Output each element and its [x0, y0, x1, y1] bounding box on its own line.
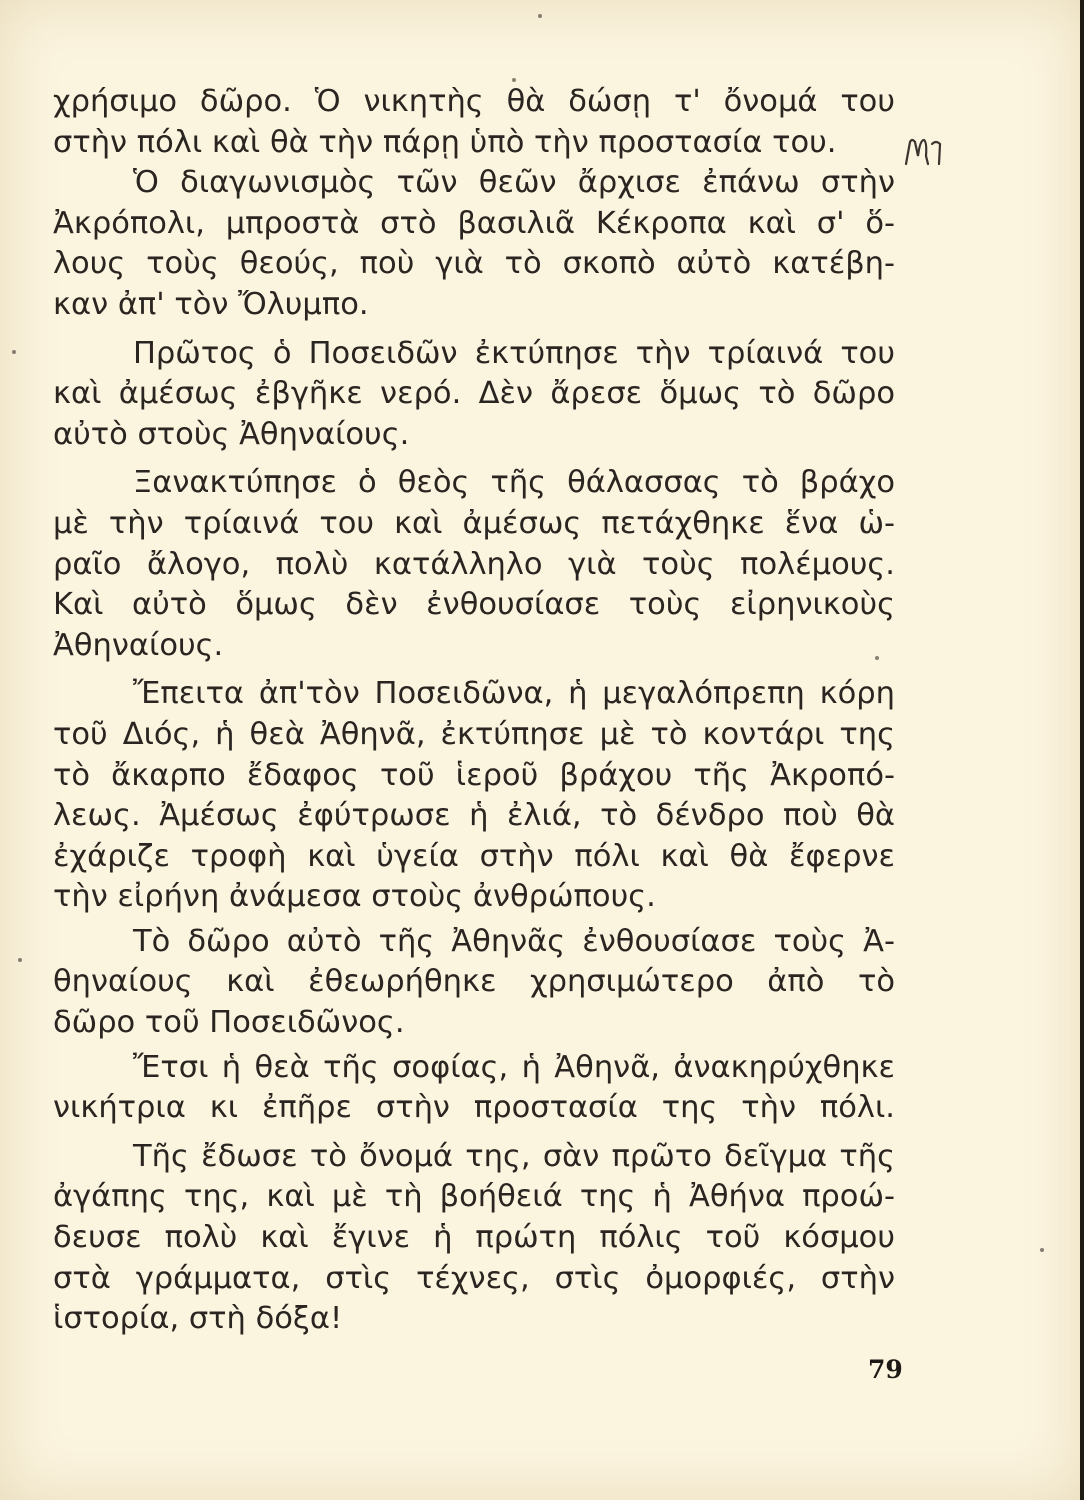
paragraph-gap — [53, 326, 895, 334]
paragraph — [53, 674, 895, 918]
paragraph — [53, 334, 895, 456]
paragraph-gap — [53, 666, 895, 674]
text-line: Ἔτσι ἡ θεὰ τῆς σοφίας, ἡ Ἀθηνᾶ, ἀνακηρύχθηκε — [133, 1049, 895, 1085]
text-line: στὰ γράμματα, στὶς τέχνες, στὶς ὀμορφιές, στὴν — [53, 1260, 895, 1296]
text-line: Ἔπειτα ἀπ'τὸν Ποσειδῶνα, ἡ μεγαλόπρεπη κόρη — [133, 676, 895, 712]
text-line: Ξανακτύπησε ὁ θεὸς τῆς θάλασσας τὸ βράχο — [133, 465, 895, 501]
text-line: τὴν εἰρήνη ἀνάμεσα στοὺς ἀνθρώπους. — [53, 879, 656, 915]
text-line: νικήτρια κι ἐπῆρε στὴν προστασία της τὴν πόλι. — [53, 1090, 895, 1126]
text-line: στὴν πόλι καὶ θὰ τὴν πάρῃ ὑπὸ τὴν προστασία του. — [53, 124, 837, 160]
text-line: Πρῶτος ὁ Ποσειδῶν ἐκτύπησε τὴν τρίαινά του — [133, 335, 895, 371]
paragraph-gap — [53, 455, 895, 463]
print-speck — [538, 14, 542, 18]
paragraph — [53, 163, 895, 325]
print-speck — [1040, 1248, 1044, 1252]
paragraph — [53, 922, 895, 1044]
text-line: Ἀθηναίους. — [53, 627, 224, 663]
page-edge — [1080, 0, 1084, 1500]
text-line: ἐχάριζε τροφὴ καὶ ὑγεία στὴν πόλι καὶ θὰ ἔφερνε — [53, 838, 895, 874]
handwritten-margin-note — [902, 130, 950, 170]
text-line: δευσε πολὺ καὶ ἔγινε ἡ πρώτη πόλις τοῦ κόσμου — [53, 1220, 895, 1256]
print-speck — [875, 656, 879, 660]
text-line: καὶ ἀμέσως ἐβγῆκε νερό. Δὲν ἄρεσε ὅμως τὸ δῶρο — [53, 376, 895, 412]
text-line: Καὶ αὐτὸ ὅμως δὲν ἐνθουσίασε τοὺς εἰρηνικοὺς — [53, 587, 895, 623]
text-line: χρήσιμο δῶρο. Ὁ νικητὴς θὰ δώσῃ τ' ὄνομά του — [53, 84, 895, 119]
page-number: 79 — [868, 1355, 903, 1384]
print-speck — [18, 958, 22, 962]
text-line: αὐτὸ στοὺς Ἀθηναίους. — [53, 416, 410, 452]
print-speck — [12, 350, 16, 354]
text-line: Ὁ διαγωνισμὸς τῶν θεῶν ἄρχισε ἐπάνω στὴν — [133, 165, 895, 201]
text-line: δῶρο τοῦ Ποσειδῶνος. — [53, 1005, 405, 1041]
text-line: καν ἀπ' τὸν Ὄλυμπο. — [53, 286, 369, 322]
text-line: τοῦ Διός, ἡ θεὰ Ἀθηνᾶ, ἐκτύπησε μὲ τὸ κοντάρι της — [53, 716, 895, 752]
text-line: Ἀκρόπολι, μπροστὰ στὸ βασιλιᾶ Κέκροπα καὶ σ' ὅ- — [53, 205, 895, 241]
text-line: θηναίους καὶ ἐθεωρήθηκε χρησιμώτερο ἀπὸ τὸ — [53, 964, 895, 1000]
paragraph — [53, 463, 895, 666]
paragraph — [53, 1137, 895, 1340]
paragraph — [53, 82, 895, 163]
text-line: ἱστορία, στὴ δόξα! — [53, 1301, 343, 1337]
text-line: ραῖο ἄλογο, πολὺ κατάλληλο γιὰ τοὺς πολέμους. — [53, 546, 895, 582]
text-line: Τῆς ἔδωσε τὸ ὄνομά της, σὰν πρῶτο δεῖγμα τῆς — [133, 1138, 895, 1174]
text-line: ἀγάπης της, καὶ μὲ τὴ βοήθειά της ἡ Ἀθήνα προώ- — [53, 1179, 895, 1215]
paragraph-gap — [53, 1129, 895, 1137]
body-text — [53, 82, 895, 1340]
text-line: λεως. Ἀμέσως ἐφύτρωσε ἡ ἐλιά, τὸ δένδρο ποὺ θὰ — [53, 798, 895, 834]
text-line: τὸ ἄκαρπο ἔδαφος τοῦ ἱεροῦ βράχου τῆς Ἀκροπό- — [53, 757, 895, 793]
text-line: Τὸ δῶρο αὐτὸ τῆς Ἀθηνᾶς ἐνθουσίασε τοὺς Ἀ- — [133, 923, 895, 959]
text-line: λους τοὺς θεούς, ποὺ γιὰ τὸ σκοπὸ αὐτὸ κατέβη- — [53, 246, 895, 282]
print-speck — [512, 78, 516, 82]
text-line: μὲ τὴν τρίαινά του καὶ ἀμέσως πετάχθηκε ἕνα ὡ- — [53, 505, 895, 541]
paragraph — [53, 1048, 895, 1129]
